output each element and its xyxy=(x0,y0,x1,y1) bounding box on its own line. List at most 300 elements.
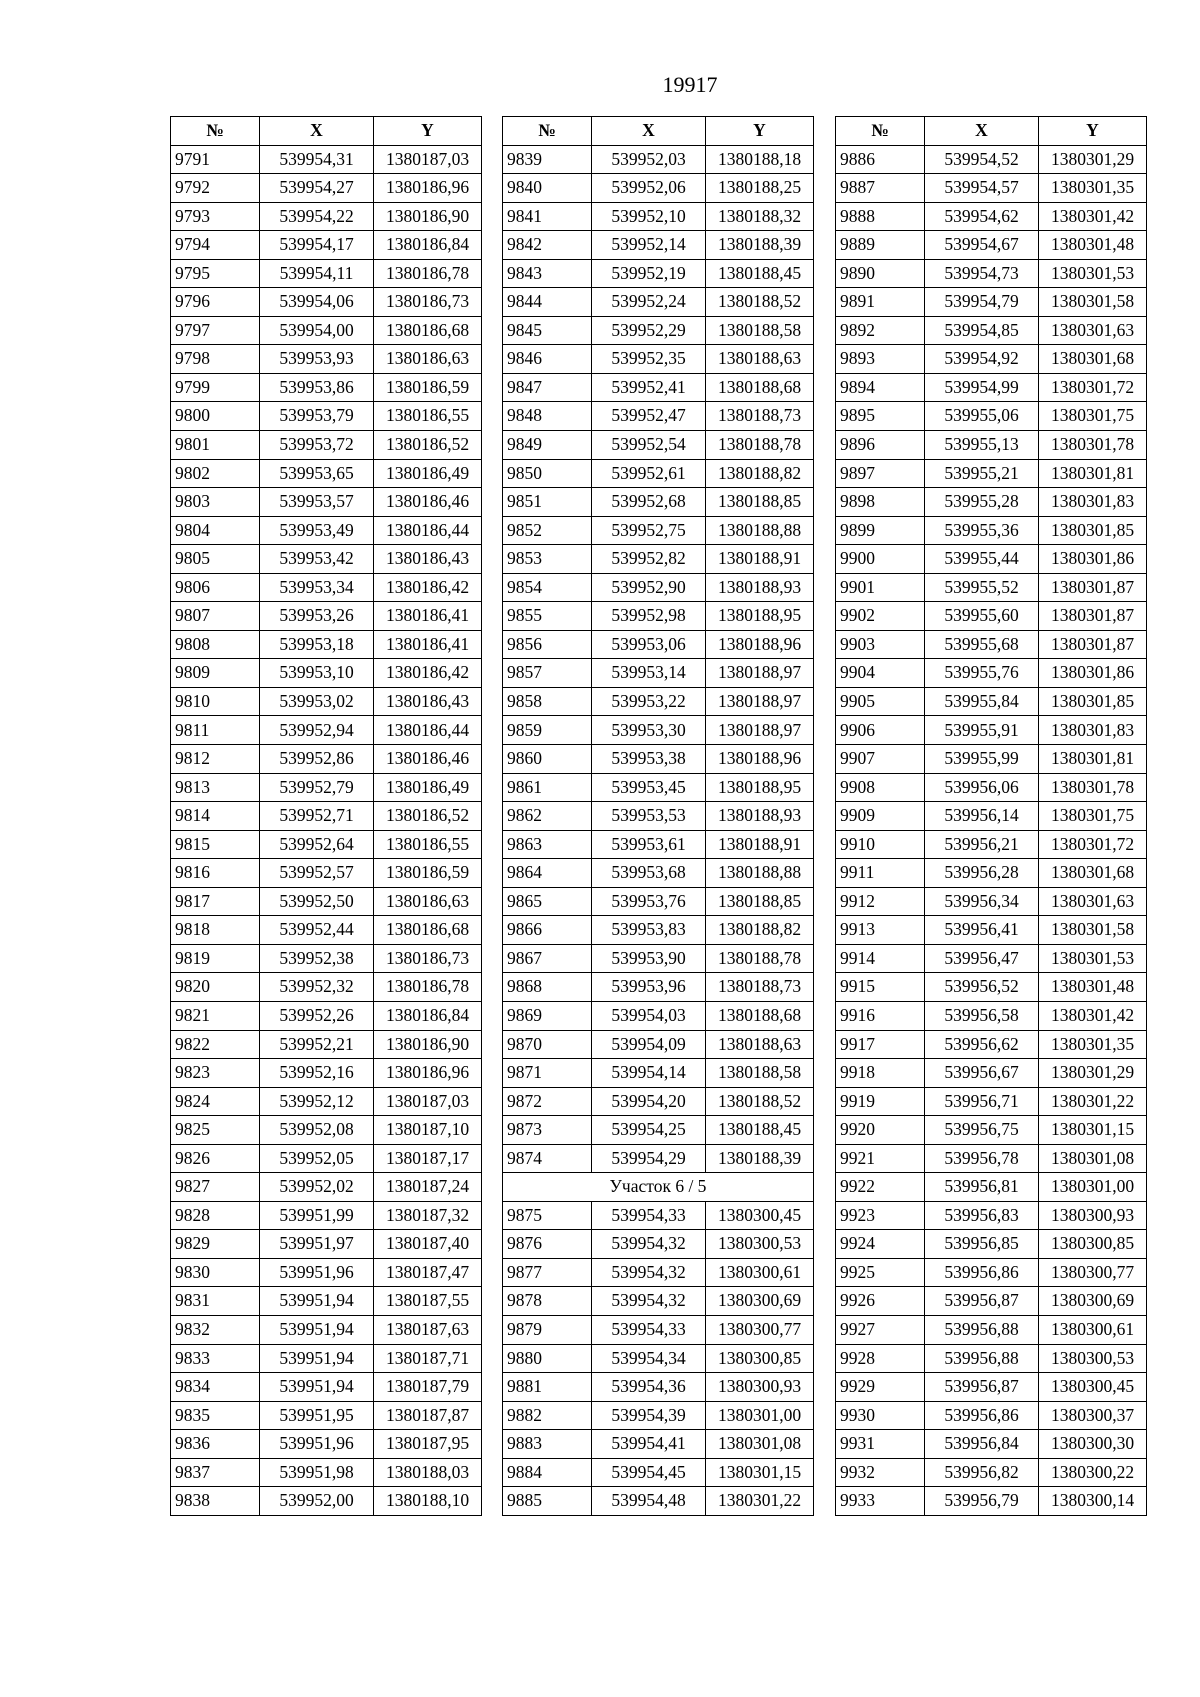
table-row xyxy=(836,602,1147,631)
point-number-cell: 9855 xyxy=(503,602,592,631)
table-row xyxy=(171,659,482,688)
table-row xyxy=(171,944,482,973)
point-number-cell: 9904 xyxy=(836,659,925,688)
table-row xyxy=(171,916,482,945)
x-coordinate-cell: 539954,03 xyxy=(592,1001,706,1030)
table-row xyxy=(503,174,814,203)
y-coordinate-cell: 1380186,63 xyxy=(374,887,482,916)
point-number-cell: 9829 xyxy=(171,1230,260,1259)
table-row xyxy=(503,973,814,1002)
point-number-cell: 9900 xyxy=(836,545,925,574)
x-coordinate-cell: 539953,45 xyxy=(592,773,706,802)
table-row xyxy=(171,259,482,288)
y-coordinate-cell: 1380301,22 xyxy=(706,1487,814,1516)
point-number-cell: 9840 xyxy=(503,174,592,203)
x-coordinate-cell: 539953,90 xyxy=(592,944,706,973)
table-row xyxy=(836,944,1147,973)
x-coordinate-cell: 539952,00 xyxy=(260,1487,374,1516)
y-coordinate-cell: 1380188,96 xyxy=(706,745,814,774)
y-coordinate-cell: 1380300,93 xyxy=(706,1373,814,1402)
table-row xyxy=(836,830,1147,859)
x-coordinate-cell: 539952,12 xyxy=(260,1087,374,1116)
point-number-cell: 9842 xyxy=(503,231,592,260)
x-coordinate-cell: 539953,18 xyxy=(260,630,374,659)
column-header-y: Y xyxy=(1039,117,1147,146)
point-number-cell: 9811 xyxy=(171,716,260,745)
y-coordinate-cell: 1380188,95 xyxy=(706,602,814,631)
column-header-number: № xyxy=(503,117,592,146)
x-coordinate-cell: 539955,68 xyxy=(925,630,1039,659)
x-coordinate-cell: 539953,76 xyxy=(592,887,706,916)
table-row xyxy=(836,316,1147,345)
x-coordinate-cell: 539954,85 xyxy=(925,316,1039,345)
table-row xyxy=(171,545,482,574)
table-row xyxy=(171,1344,482,1373)
x-coordinate-cell: 539956,88 xyxy=(925,1344,1039,1373)
x-coordinate-cell: 539954,20 xyxy=(592,1087,706,1116)
table-row xyxy=(836,1344,1147,1373)
table-row xyxy=(171,402,482,431)
x-coordinate-cell: 539953,22 xyxy=(592,687,706,716)
y-coordinate-cell: 1380186,43 xyxy=(374,687,482,716)
x-coordinate-cell: 539951,95 xyxy=(260,1401,374,1430)
point-number-cell: 9846 xyxy=(503,345,592,374)
x-coordinate-cell: 539956,28 xyxy=(925,859,1039,888)
y-coordinate-cell: 1380188,73 xyxy=(706,402,814,431)
x-coordinate-cell: 539953,65 xyxy=(260,459,374,488)
x-coordinate-cell: 539956,87 xyxy=(925,1287,1039,1316)
y-coordinate-cell: 1380188,93 xyxy=(706,802,814,831)
y-coordinate-cell: 1380301,78 xyxy=(1039,431,1147,460)
table-row xyxy=(836,459,1147,488)
x-coordinate-cell: 539955,06 xyxy=(925,402,1039,431)
point-number-cell: 9856 xyxy=(503,630,592,659)
table-row xyxy=(503,402,814,431)
y-coordinate-cell: 1380186,73 xyxy=(374,288,482,317)
table-row xyxy=(836,1201,1147,1230)
x-coordinate-cell: 539955,28 xyxy=(925,488,1039,517)
y-coordinate-cell: 1380186,55 xyxy=(374,830,482,859)
y-coordinate-cell: 1380188,91 xyxy=(706,830,814,859)
x-coordinate-cell: 539956,34 xyxy=(925,887,1039,916)
y-coordinate-cell: 1380301,29 xyxy=(1039,145,1147,174)
x-coordinate-cell: 539955,60 xyxy=(925,602,1039,631)
x-coordinate-cell: 539955,21 xyxy=(925,459,1039,488)
y-coordinate-cell: 1380186,84 xyxy=(374,1001,482,1030)
y-coordinate-cell: 1380188,52 xyxy=(706,1087,814,1116)
table-row xyxy=(836,145,1147,174)
x-coordinate-cell: 539953,96 xyxy=(592,973,706,1002)
x-coordinate-cell: 539952,61 xyxy=(592,459,706,488)
table-row xyxy=(836,1258,1147,1287)
x-coordinate-cell: 539954,39 xyxy=(592,1401,706,1430)
y-coordinate-cell: 1380188,18 xyxy=(706,145,814,174)
point-number-cell: 9930 xyxy=(836,1401,925,1430)
point-number-cell: 9820 xyxy=(171,973,260,1002)
column-header-x: X xyxy=(592,117,706,146)
x-coordinate-cell: 539952,94 xyxy=(260,716,374,745)
y-coordinate-cell: 1380186,52 xyxy=(374,802,482,831)
table-row xyxy=(836,659,1147,688)
point-number-cell: 9810 xyxy=(171,687,260,716)
x-coordinate-cell: 539952,16 xyxy=(260,1059,374,1088)
y-coordinate-cell: 1380300,45 xyxy=(1039,1373,1147,1402)
y-coordinate-cell: 1380188,85 xyxy=(706,887,814,916)
y-coordinate-cell: 1380187,03 xyxy=(374,1087,482,1116)
point-number-cell: 9839 xyxy=(503,145,592,174)
x-coordinate-cell: 539952,06 xyxy=(592,174,706,203)
point-number-cell: 9853 xyxy=(503,545,592,574)
point-number-cell: 9866 xyxy=(503,916,592,945)
table-row xyxy=(503,1458,814,1487)
x-coordinate-cell: 539952,86 xyxy=(260,745,374,774)
y-coordinate-cell: 1380188,97 xyxy=(706,659,814,688)
y-coordinate-cell: 1380187,55 xyxy=(374,1287,482,1316)
x-coordinate-cell: 539952,03 xyxy=(592,145,706,174)
x-coordinate-cell: 539955,13 xyxy=(925,431,1039,460)
table-row xyxy=(171,716,482,745)
table-row xyxy=(503,1401,814,1430)
point-number-cell: 9889 xyxy=(836,231,925,260)
y-coordinate-cell: 1380301,29 xyxy=(1039,1059,1147,1088)
table-row xyxy=(836,1401,1147,1430)
table-row xyxy=(503,630,814,659)
y-coordinate-cell: 1380188,45 xyxy=(706,259,814,288)
x-coordinate-cell: 539953,53 xyxy=(592,802,706,831)
point-number-cell: 9828 xyxy=(171,1201,260,1230)
x-coordinate-cell: 539953,86 xyxy=(260,373,374,402)
point-number-cell: 9863 xyxy=(503,830,592,859)
point-number-cell: 9871 xyxy=(503,1059,592,1088)
table-row xyxy=(171,859,482,888)
x-coordinate-cell: 539954,92 xyxy=(925,345,1039,374)
y-coordinate-cell: 1380188,96 xyxy=(706,630,814,659)
table-row xyxy=(503,859,814,888)
column-header-y: Y xyxy=(706,117,814,146)
x-coordinate-cell: 539953,34 xyxy=(260,573,374,602)
x-coordinate-cell: 539955,84 xyxy=(925,687,1039,716)
point-number-cell: 9867 xyxy=(503,944,592,973)
y-coordinate-cell: 1380188,85 xyxy=(706,488,814,517)
point-number-cell: 9878 xyxy=(503,1287,592,1316)
x-coordinate-cell: 539954,32 xyxy=(592,1258,706,1287)
x-coordinate-cell: 539953,26 xyxy=(260,602,374,631)
table-row xyxy=(171,630,482,659)
y-coordinate-cell: 1380186,55 xyxy=(374,402,482,431)
x-coordinate-cell: 539952,98 xyxy=(592,602,706,631)
y-coordinate-cell: 1380188,95 xyxy=(706,773,814,802)
y-coordinate-cell: 1380188,58 xyxy=(706,316,814,345)
x-coordinate-cell: 539952,90 xyxy=(592,573,706,602)
x-coordinate-cell: 539956,84 xyxy=(925,1430,1039,1459)
x-coordinate-cell: 539953,14 xyxy=(592,659,706,688)
table-row xyxy=(503,1487,814,1516)
y-coordinate-cell: 1380188,45 xyxy=(706,1116,814,1145)
point-number-cell: 9819 xyxy=(171,944,260,973)
x-coordinate-cell: 539954,34 xyxy=(592,1344,706,1373)
y-coordinate-cell: 1380188,03 xyxy=(374,1458,482,1487)
point-number-cell: 9883 xyxy=(503,1430,592,1459)
table-row xyxy=(503,687,814,716)
table-row xyxy=(503,545,814,574)
table-row xyxy=(836,1430,1147,1459)
y-coordinate-cell: 1380188,63 xyxy=(706,1030,814,1059)
table-row xyxy=(836,174,1147,203)
x-coordinate-cell: 539956,86 xyxy=(925,1258,1039,1287)
y-coordinate-cell: 1380186,78 xyxy=(374,973,482,1002)
y-coordinate-cell: 1380186,42 xyxy=(374,659,482,688)
x-coordinate-cell: 539951,94 xyxy=(260,1287,374,1316)
y-coordinate-cell: 1380186,49 xyxy=(374,459,482,488)
x-coordinate-cell: 539954,45 xyxy=(592,1458,706,1487)
x-coordinate-cell: 539956,85 xyxy=(925,1230,1039,1259)
point-number-cell: 9827 xyxy=(171,1173,260,1202)
y-coordinate-cell: 1380188,68 xyxy=(706,1001,814,1030)
table-header-row xyxy=(503,117,814,146)
point-number-cell: 9815 xyxy=(171,830,260,859)
point-number-cell: 9868 xyxy=(503,973,592,1002)
table-row xyxy=(503,145,814,174)
x-coordinate-cell: 539952,54 xyxy=(592,431,706,460)
point-number-cell: 9905 xyxy=(836,687,925,716)
y-coordinate-cell: 1380186,90 xyxy=(374,202,482,231)
table-row xyxy=(836,1487,1147,1516)
table-row xyxy=(503,1287,814,1316)
x-coordinate-cell: 539956,82 xyxy=(925,1458,1039,1487)
x-coordinate-cell: 539954,48 xyxy=(592,1487,706,1516)
point-number-cell: 9882 xyxy=(503,1401,592,1430)
y-coordinate-cell: 1380188,68 xyxy=(706,373,814,402)
point-number-cell: 9874 xyxy=(503,1144,592,1173)
table-row xyxy=(171,1401,482,1430)
table-row xyxy=(836,887,1147,916)
table-row xyxy=(503,1230,814,1259)
table-row xyxy=(171,459,482,488)
y-coordinate-cell: 1380186,73 xyxy=(374,944,482,973)
y-coordinate-cell: 1380300,69 xyxy=(706,1287,814,1316)
table-row xyxy=(171,1059,482,1088)
y-coordinate-cell: 1380301,87 xyxy=(1039,630,1147,659)
y-coordinate-cell: 1380188,97 xyxy=(706,687,814,716)
point-number-cell: 9877 xyxy=(503,1258,592,1287)
y-coordinate-cell: 1380301,81 xyxy=(1039,745,1147,774)
y-coordinate-cell: 1380187,63 xyxy=(374,1315,482,1344)
table-row xyxy=(171,202,482,231)
y-coordinate-cell: 1380188,88 xyxy=(706,859,814,888)
section-label: Участок 6 / 5 xyxy=(503,1173,814,1202)
point-number-cell: 9852 xyxy=(503,516,592,545)
column-header-x: X xyxy=(925,117,1039,146)
y-coordinate-cell: 1380301,08 xyxy=(706,1430,814,1459)
x-coordinate-cell: 539954,29 xyxy=(592,1144,706,1173)
x-coordinate-cell: 539954,62 xyxy=(925,202,1039,231)
y-coordinate-cell: 1380187,40 xyxy=(374,1230,482,1259)
table-row xyxy=(503,602,814,631)
x-coordinate-cell: 539951,99 xyxy=(260,1201,374,1230)
x-coordinate-cell: 539951,94 xyxy=(260,1344,374,1373)
table-row xyxy=(836,1001,1147,1030)
table-row xyxy=(836,745,1147,774)
point-number-cell: 9881 xyxy=(503,1373,592,1402)
point-number-cell: 9907 xyxy=(836,745,925,774)
table-row xyxy=(503,1430,814,1459)
point-number-cell: 9807 xyxy=(171,602,260,631)
table-row xyxy=(171,1315,482,1344)
table-row xyxy=(836,716,1147,745)
x-coordinate-cell: 539952,05 xyxy=(260,1144,374,1173)
table-row xyxy=(171,516,482,545)
y-coordinate-cell: 1380300,45 xyxy=(706,1201,814,1230)
y-coordinate-cell: 1380301,53 xyxy=(1039,944,1147,973)
point-number-cell: 9823 xyxy=(171,1059,260,1088)
table-row xyxy=(171,288,482,317)
point-number-cell: 9802 xyxy=(171,459,260,488)
point-number-cell: 9896 xyxy=(836,431,925,460)
y-coordinate-cell: 1380188,78 xyxy=(706,944,814,973)
table-row xyxy=(503,916,814,945)
point-number-cell: 9925 xyxy=(836,1258,925,1287)
table-row xyxy=(503,1030,814,1059)
point-number-cell: 9825 xyxy=(171,1116,260,1145)
x-coordinate-cell: 539954,00 xyxy=(260,316,374,345)
x-coordinate-cell: 539952,35 xyxy=(592,345,706,374)
x-coordinate-cell: 539952,64 xyxy=(260,830,374,859)
x-coordinate-cell: 539953,57 xyxy=(260,488,374,517)
table-row xyxy=(836,1059,1147,1088)
point-number-cell: 9875 xyxy=(503,1201,592,1230)
column-header-x: X xyxy=(260,117,374,146)
x-coordinate-cell: 539952,14 xyxy=(592,231,706,260)
x-coordinate-cell: 539954,17 xyxy=(260,231,374,260)
table-row xyxy=(171,174,482,203)
y-coordinate-cell: 1380301,78 xyxy=(1039,773,1147,802)
table-row xyxy=(503,773,814,802)
y-coordinate-cell: 1380186,42 xyxy=(374,573,482,602)
y-coordinate-cell: 1380301,83 xyxy=(1039,716,1147,745)
point-number-cell: 9848 xyxy=(503,402,592,431)
table-row xyxy=(836,1087,1147,1116)
point-number-cell: 9806 xyxy=(171,573,260,602)
table-row xyxy=(503,431,814,460)
point-number-cell: 9822 xyxy=(171,1030,260,1059)
y-coordinate-cell: 1380186,43 xyxy=(374,545,482,574)
table-row xyxy=(503,1373,814,1402)
y-coordinate-cell: 1380188,52 xyxy=(706,288,814,317)
y-coordinate-cell: 1380186,96 xyxy=(374,1059,482,1088)
x-coordinate-cell: 539954,31 xyxy=(260,145,374,174)
point-number-cell: 9931 xyxy=(836,1430,925,1459)
table-row xyxy=(836,916,1147,945)
point-number-cell: 9926 xyxy=(836,1287,925,1316)
y-coordinate-cell: 1380301,42 xyxy=(1039,202,1147,231)
y-coordinate-cell: 1380186,44 xyxy=(374,516,482,545)
point-number-cell: 9836 xyxy=(171,1430,260,1459)
y-coordinate-cell: 1380187,71 xyxy=(374,1344,482,1373)
x-coordinate-cell: 539956,88 xyxy=(925,1315,1039,1344)
table-row xyxy=(503,1344,814,1373)
point-number-cell: 9908 xyxy=(836,773,925,802)
x-coordinate-cell: 539956,21 xyxy=(925,830,1039,859)
x-coordinate-cell: 539955,44 xyxy=(925,545,1039,574)
y-coordinate-cell: 1380300,69 xyxy=(1039,1287,1147,1316)
x-coordinate-cell: 539955,99 xyxy=(925,745,1039,774)
y-coordinate-cell: 1380301,83 xyxy=(1039,488,1147,517)
x-coordinate-cell: 539955,36 xyxy=(925,516,1039,545)
x-coordinate-cell: 539956,75 xyxy=(925,1116,1039,1145)
point-number-cell: 9909 xyxy=(836,802,925,831)
y-coordinate-cell: 1380301,42 xyxy=(1039,1001,1147,1030)
point-number-cell: 9890 xyxy=(836,259,925,288)
table-row xyxy=(171,887,482,916)
point-number-cell: 9797 xyxy=(171,316,260,345)
y-coordinate-cell: 1380300,53 xyxy=(1039,1344,1147,1373)
table-row xyxy=(503,1315,814,1344)
point-number-cell: 9918 xyxy=(836,1059,925,1088)
point-number-cell: 9888 xyxy=(836,202,925,231)
point-number-cell: 9919 xyxy=(836,1087,925,1116)
point-number-cell: 9792 xyxy=(171,174,260,203)
x-coordinate-cell: 539954,09 xyxy=(592,1030,706,1059)
table-row xyxy=(171,145,482,174)
y-coordinate-cell: 1380300,61 xyxy=(706,1258,814,1287)
point-number-cell: 9803 xyxy=(171,488,260,517)
point-number-cell: 9924 xyxy=(836,1230,925,1259)
x-coordinate-cell: 539955,52 xyxy=(925,573,1039,602)
point-number-cell: 9831 xyxy=(171,1287,260,1316)
point-number-cell: 9835 xyxy=(171,1401,260,1430)
table-row xyxy=(503,345,814,374)
point-number-cell: 9804 xyxy=(171,516,260,545)
x-coordinate-cell: 539952,10 xyxy=(592,202,706,231)
point-number-cell: 9922 xyxy=(836,1173,925,1202)
coordinates-table-1 xyxy=(170,116,482,1516)
point-number-cell: 9862 xyxy=(503,802,592,831)
y-coordinate-cell: 1380186,52 xyxy=(374,431,482,460)
point-number-cell: 9893 xyxy=(836,345,925,374)
y-coordinate-cell: 1380187,79 xyxy=(374,1373,482,1402)
table-row xyxy=(503,516,814,545)
x-coordinate-cell: 539956,87 xyxy=(925,1373,1039,1402)
y-coordinate-cell: 1380301,48 xyxy=(1039,973,1147,1002)
table-row xyxy=(171,773,482,802)
x-coordinate-cell: 539954,32 xyxy=(592,1287,706,1316)
y-coordinate-cell: 1380301,58 xyxy=(1039,288,1147,317)
x-coordinate-cell: 539953,49 xyxy=(260,516,374,545)
table-row xyxy=(503,488,814,517)
column-header-number: № xyxy=(836,117,925,146)
point-number-cell: 9821 xyxy=(171,1001,260,1030)
y-coordinate-cell: 1380300,22 xyxy=(1039,1458,1147,1487)
x-coordinate-cell: 539954,27 xyxy=(260,174,374,203)
y-coordinate-cell: 1380300,85 xyxy=(1039,1230,1147,1259)
table-row xyxy=(836,402,1147,431)
table-row xyxy=(171,1287,482,1316)
y-coordinate-cell: 1380301,68 xyxy=(1039,859,1147,888)
point-number-cell: 9929 xyxy=(836,1373,925,1402)
table-row xyxy=(836,802,1147,831)
point-number-cell: 9849 xyxy=(503,431,592,460)
x-coordinate-cell: 539952,68 xyxy=(592,488,706,517)
table-row xyxy=(171,373,482,402)
point-number-cell: 9847 xyxy=(503,373,592,402)
point-number-cell: 9824 xyxy=(171,1087,260,1116)
x-coordinate-cell: 539956,62 xyxy=(925,1030,1039,1059)
table-row xyxy=(836,545,1147,574)
x-coordinate-cell: 539956,52 xyxy=(925,973,1039,1002)
table-row xyxy=(171,687,482,716)
y-coordinate-cell: 1380186,59 xyxy=(374,373,482,402)
table-row xyxy=(171,1116,482,1145)
